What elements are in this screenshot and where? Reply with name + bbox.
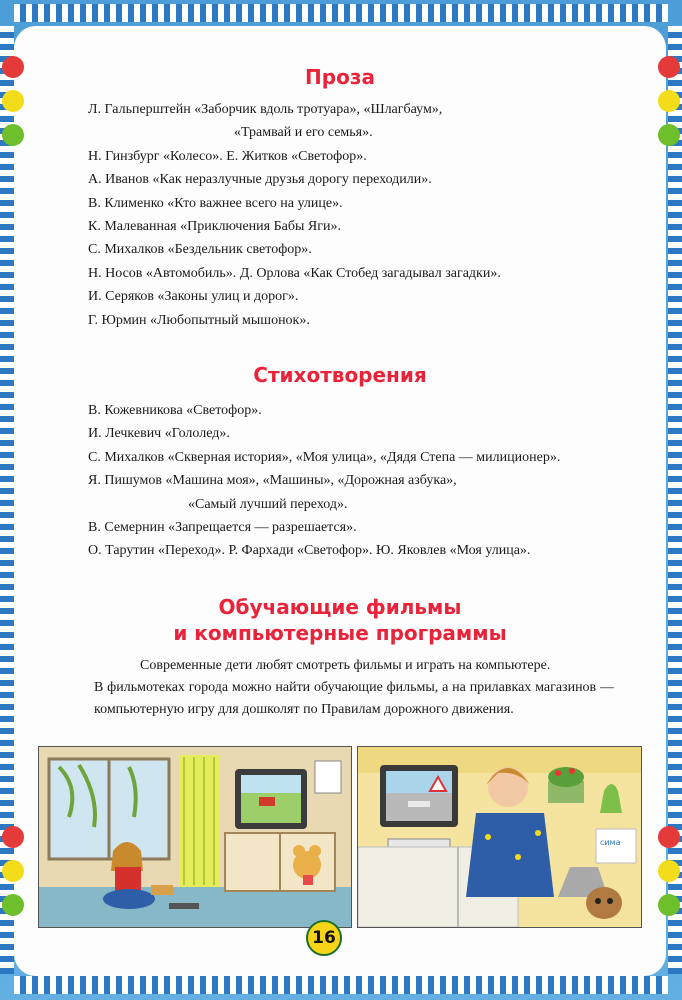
list-item: «Самый лучший переход». [188,496,348,512]
list-item: И. Серяков «Законы улиц и дорог». [88,289,299,305]
list-item: Г. Юрмин «Любопытный мышонок». [88,312,310,328]
list-item: И. Лечкевич «Гололед». [88,426,230,442]
list-item: «Трамвай и его семья». [234,125,373,141]
boy-at-computer-picture [358,747,641,927]
list-item: Н. Носов «Автомобиль». Д. Орлова «Как Стобед загадывал загадки». [88,265,501,281]
list-item: С. Михалков «Скверная история», «Моя улица», «Дядя Степа — милиционер». [88,449,561,465]
heading-films [14,594,666,646]
list-item: Я. Пишумов «Машина моя», «Машины», «Дорожная азбука», [88,473,457,489]
list-item: В. Кожевникова «Светофор». [88,403,262,418]
list-item: К. Малеванная «Приключения Бабы Яги». [88,219,341,235]
frame-stripes-bottom [14,976,668,994]
films-paragraph-rest: В фильмотеках города можно найти обучающие фильмы, а на прилавках магазинов — компьютерную игру для дошколят по Правилам дорожного движения. [94,680,614,717]
films-paragraph [94,655,614,721]
list-item: Л. Гальперштейн «Заборчик вдоль тротуара», «Шлагбаум», [88,102,443,117]
list-item: Н. Гинзбург «Колесо». Е. Житков «Светофор». [88,148,367,164]
list-item: С. Михалков «Бездельник светофор». [88,242,312,258]
girl-watching-tv-illustration [38,746,352,928]
list-item: А. Иванов «Как неразлучные друзья дорогу переходили». [88,172,432,188]
heading-stihi: Стихотворения [253,363,427,387]
content [14,26,666,976]
stihi-list [88,399,560,563]
frame-stripes-top [14,4,668,22]
films-paragraph-line1: Современные дети любят смотреть фильмы и играть на компьютере. [140,658,551,673]
proza-list [88,98,501,332]
page-number-badge: 16 [306,920,342,956]
list-item: В. Семернин «Запрещается — разрешается». [88,520,357,536]
heading-proza: Проза [305,65,375,89]
heading-films-line1: Обучающие фильмы [218,595,462,619]
boy-at-computer-illustration [357,746,642,928]
girl-watching-tv-picture [39,747,351,927]
list-item: В. Клименко «Кто важнее всего на улице». [88,195,343,211]
drawing-sign-text: сима [600,838,621,847]
list-item: О. Тарутин «Переход». Р. Фархади «Светофор». Ю. Яковлев «Моя улица». [88,543,531,559]
heading-films-line2: и компьютерные программы [173,621,507,645]
